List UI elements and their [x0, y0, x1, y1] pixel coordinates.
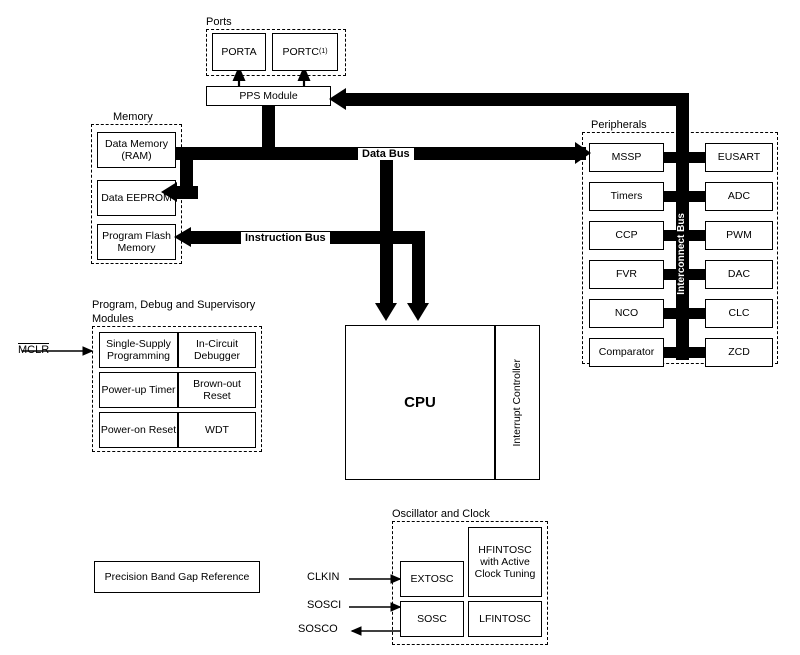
peripheral-ccp: CCP	[589, 221, 664, 250]
bus-interconnect-stub-6	[664, 347, 706, 358]
box-program-flash-memory	[97, 224, 176, 260]
bus-instruction-to-cpu	[412, 231, 425, 305]
peripheral-comparator: Comparator	[589, 338, 664, 367]
bus-data-to-cpu	[380, 155, 393, 305]
signal-mclr	[18, 343, 49, 356]
osc-lfintosc: LFINTOSC	[468, 601, 542, 637]
supervisory-in-circuit-debugger: In-Circuit Debugger	[178, 332, 256, 368]
bus-data-to-pps	[262, 106, 275, 154]
peripheral-pwm: PWM	[705, 221, 773, 250]
box-data-memory-ram	[97, 132, 176, 168]
peripheral-zcd: ZCD	[705, 338, 773, 367]
peripheral-mssp: MSSP	[589, 143, 664, 172]
bus-data-branch-eeprom	[176, 186, 198, 199]
bus-interconnect-arrow-pps	[329, 88, 346, 110]
peripheral-adc: ADC	[705, 182, 773, 211]
supervisory-single-supply-programming: Single-Supply Programming	[99, 332, 178, 368]
hfintosc-label: HFINTOSC with Active Clock Tuning	[474, 543, 536, 581]
supervisory-power-up-timer: Power-up Timer	[99, 372, 178, 408]
peripheral-fvr: FVR	[589, 260, 664, 289]
osc-extosc: EXTOSC	[400, 561, 464, 597]
label-data-bus: Data Bus	[358, 148, 414, 160]
peripheral-timers: Timers	[589, 182, 664, 211]
supervisory-group-text: Program, Debug and Supervisory Modules	[92, 299, 256, 325]
osc-hfintosc	[468, 527, 542, 597]
bus-data-arrow-cpu	[375, 303, 397, 321]
bus-instruction-arrow-flash	[174, 227, 191, 247]
box-interrupt-controller	[495, 325, 540, 480]
portc-label: PORTC	[282, 45, 319, 58]
osc-sosc: SOSC	[400, 601, 464, 637]
bus-interconnect-stub-5	[664, 308, 706, 319]
bus-interconnect-stub-1	[664, 152, 706, 163]
program-flash-label: Program Flash Memory	[102, 229, 171, 254]
bus-instruction-arrow-cpu	[407, 303, 429, 321]
bus-interconnect-stub-2	[664, 191, 706, 202]
peripheral-dac: DAC	[705, 260, 773, 289]
mclr-label: MCLR	[18, 344, 50, 356]
group-label-memory: Memory	[113, 111, 153, 123]
peripheral-nco: NCO	[589, 299, 664, 328]
box-pps-module: PPS Module	[206, 86, 331, 106]
interrupt-controller-label: Interrupt Controller	[511, 358, 524, 447]
supervisory-wdt: WDT	[178, 412, 256, 448]
supervisory-power-on-reset: Power-on Reset	[99, 412, 178, 448]
group-label-ports: Ports	[206, 16, 232, 28]
label-interconnect-bus: Interconnect Bus	[676, 213, 687, 295]
supervisory-brown-out-reset: Brown-out Reset	[178, 372, 256, 408]
portc-note: (1)	[319, 47, 328, 55]
group-label-supervisory	[92, 299, 277, 327]
box-portc	[272, 33, 338, 71]
data-memory-label: Data Memory (RAM)	[104, 137, 168, 162]
peripheral-eusart: EUSART	[705, 143, 773, 172]
group-label-peripherals: Peripherals	[591, 119, 647, 131]
label-instruction-bus: Instruction Bus	[241, 232, 330, 244]
signal-sosco: SOSCO	[298, 623, 338, 635]
bus-interconnect-top-horizontal	[344, 93, 689, 106]
bus-data-arrow-eeprom	[161, 182, 177, 202]
data-eeprom-label: Data EEPROM	[101, 191, 172, 204]
signal-sosci: SOSCI	[307, 599, 342, 611]
signal-clkin: CLKIN	[307, 571, 340, 583]
peripheral-clc: CLC	[705, 299, 773, 328]
group-label-oscillator: Oscillator and Clock	[392, 508, 490, 520]
box-cpu: CPU	[345, 325, 495, 480]
box-porta: PORTA	[212, 33, 266, 71]
box-precision-band-gap-reference: Precision Band Gap Reference	[94, 561, 260, 593]
bus-data-arrow-peripherals	[575, 142, 591, 164]
